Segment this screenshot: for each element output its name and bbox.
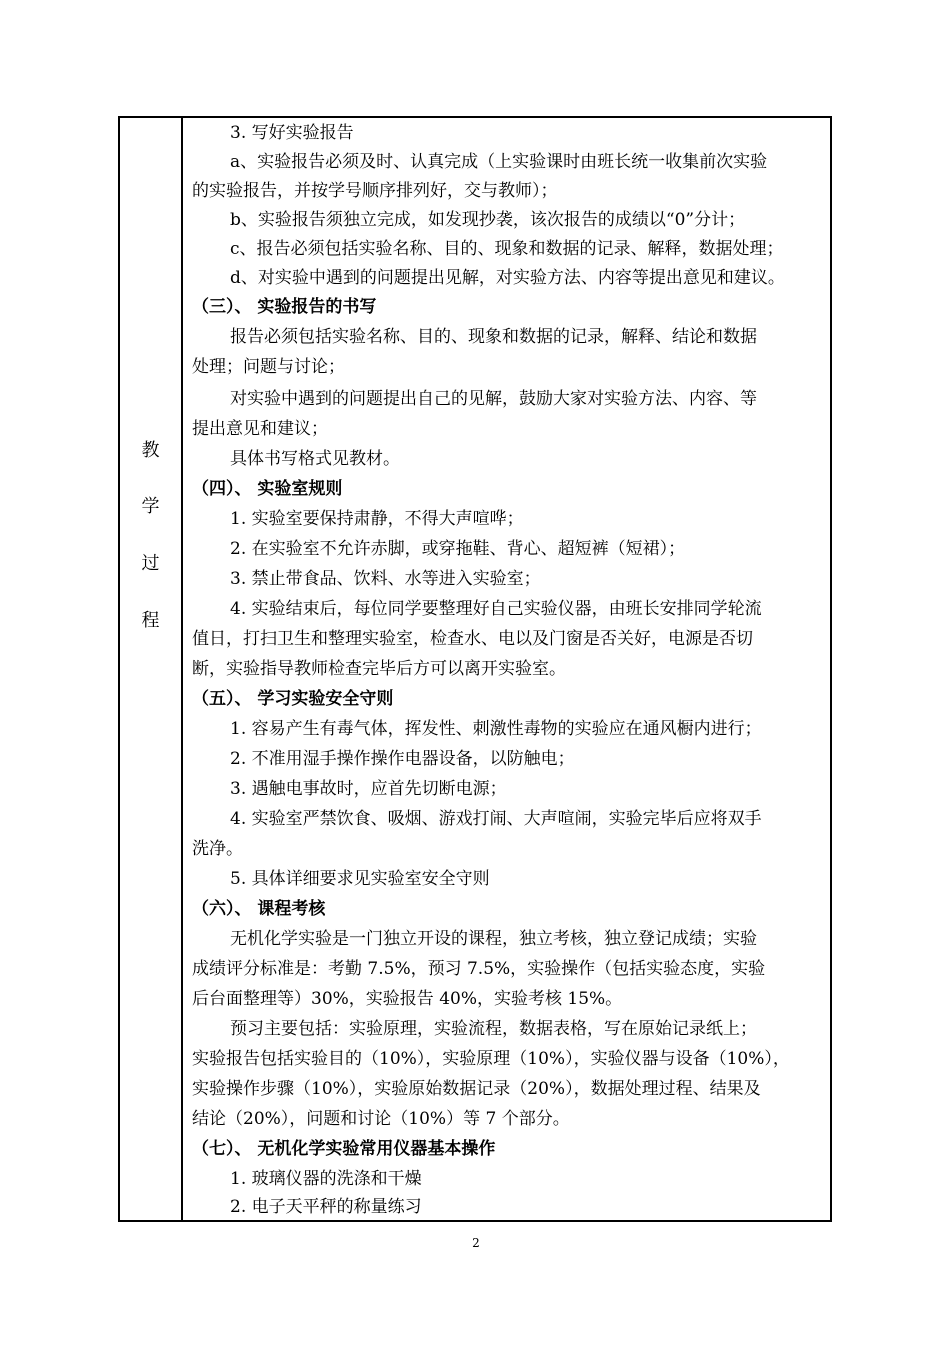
text-line: 1. 容易产生有毒气体，挥发性、刺激性毒物的实验应在通风橱内进行； — [230, 719, 762, 739]
text-line: 断，实验指导教师检查完毕后方可以离开实验室。 — [192, 659, 566, 679]
text-line: 4. 实验结束后，每位同学要整理好自己实验仪器，由班长安排同学轮流 — [230, 599, 762, 619]
text-line: 的实验报告，并按学号顺序排列好，交与教师）； — [192, 181, 558, 201]
left-column — [120, 118, 181, 1220]
text-line: 成绩评分标准是：考勤 7.5%，预习 7.5%，实验操作（包括实验态度，实验 — [192, 959, 766, 979]
text-line: 结论（20%），问题和讨论（10%）等 7 个部分。 — [192, 1109, 570, 1129]
text-line: 1. 实验室要保持肃静，不得大声喧哗； — [230, 509, 524, 529]
section-heading: （五）、 学习实验安全守则 — [192, 689, 394, 709]
text-line: 处理；问题与讨论； — [192, 357, 345, 377]
section-heading: （三）、 实验报告的书写 — [192, 297, 377, 317]
text-line: 2. 电子天平秤的称量练习 — [230, 1197, 422, 1217]
left-label-char: 程 — [141, 610, 160, 631]
text-line: 值日，打扫卫生和整理实验室，检查水、电以及门窗是否关好，电源是否切 — [192, 629, 753, 649]
text-line: 3. 禁止带食品、饮料、水等进入实验室； — [230, 569, 541, 589]
left-label-char: 学 — [141, 496, 160, 517]
text-line: 2. 不准用湿手操作操作电器设备，以防触电； — [230, 749, 575, 769]
text-line: 预习主要包括：实验原理，实验流程，数据表格，写在原始记录纸上； — [230, 1019, 757, 1039]
text-line: 实验操作步骤（10%），实验原始数据记录（20%），数据处理过程、结果及 — [192, 1079, 761, 1099]
left-label-char: 教 — [141, 440, 160, 461]
text-line: 4. 实验室严禁饮食、吸烟、游戏打闹、大声喧闹，实验完毕后应将双手 — [230, 809, 762, 829]
text-line: 洗净。 — [192, 839, 243, 859]
text-line: b、实验报告须独立完成，如发现抄袭，该次报告的成绩以“0”分计； — [230, 210, 746, 230]
section-heading: （六）、 课程考核 — [192, 899, 326, 919]
text-line: c、报告必须包括实验名称、目的、现象和数据的记录、解释，数据处理； — [230, 239, 784, 259]
text-line: 后台面整理等）30%，实验报告 40%，实验考核 15%。 — [192, 989, 623, 1009]
text-line: 2. 在实验室不允许赤脚，或穿拖鞋、背心、超短裤（短裙）； — [230, 539, 686, 559]
text-line: 1. 玻璃仪器的洗涤和干燥 — [230, 1169, 422, 1189]
text-line: 3. 遇触电事故时，应首先切断电源； — [230, 779, 507, 799]
text-line: 对实验中遇到的问题提出自己的见解，鼓励大家对实验方法、内容、等 — [230, 389, 757, 409]
text-line: 具体书写格式见教材。 — [230, 449, 400, 469]
column-divider — [181, 118, 183, 1220]
table-frame — [118, 116, 832, 1222]
page-number: 2 — [472, 1236, 480, 1250]
text-line: 3. 写好实验报告 — [230, 123, 354, 143]
text-line: d、对实验中遇到的问题提出见解，对实验方法、内容等提出意见和建议。 — [230, 268, 785, 288]
section-heading: （七）、 无机化学实验常用仪器基本操作 — [192, 1139, 496, 1159]
text-line: 报告必须包括实验名称、目的、现象和数据的记录，解释、结论和数据 — [230, 327, 757, 347]
left-label-char: 过 — [141, 553, 160, 574]
section-heading: （四）、 实验室规则 — [192, 479, 343, 499]
text-line: a、实验报告必须及时、认真完成（上实验课时由班长统一收集前次实验 — [230, 152, 768, 172]
text-line: 实验报告包括实验目的（10%），实验原理（10%），实验仪器与设备（10%）， — [192, 1049, 790, 1069]
text-line: 提出意见和建议； — [192, 419, 328, 439]
text-line: 5. 具体详细要求见实验室安全守则 — [230, 869, 490, 889]
text-line: 无机化学实验是一门独立开设的课程，独立考核，独立登记成绩；实验 — [230, 929, 757, 949]
